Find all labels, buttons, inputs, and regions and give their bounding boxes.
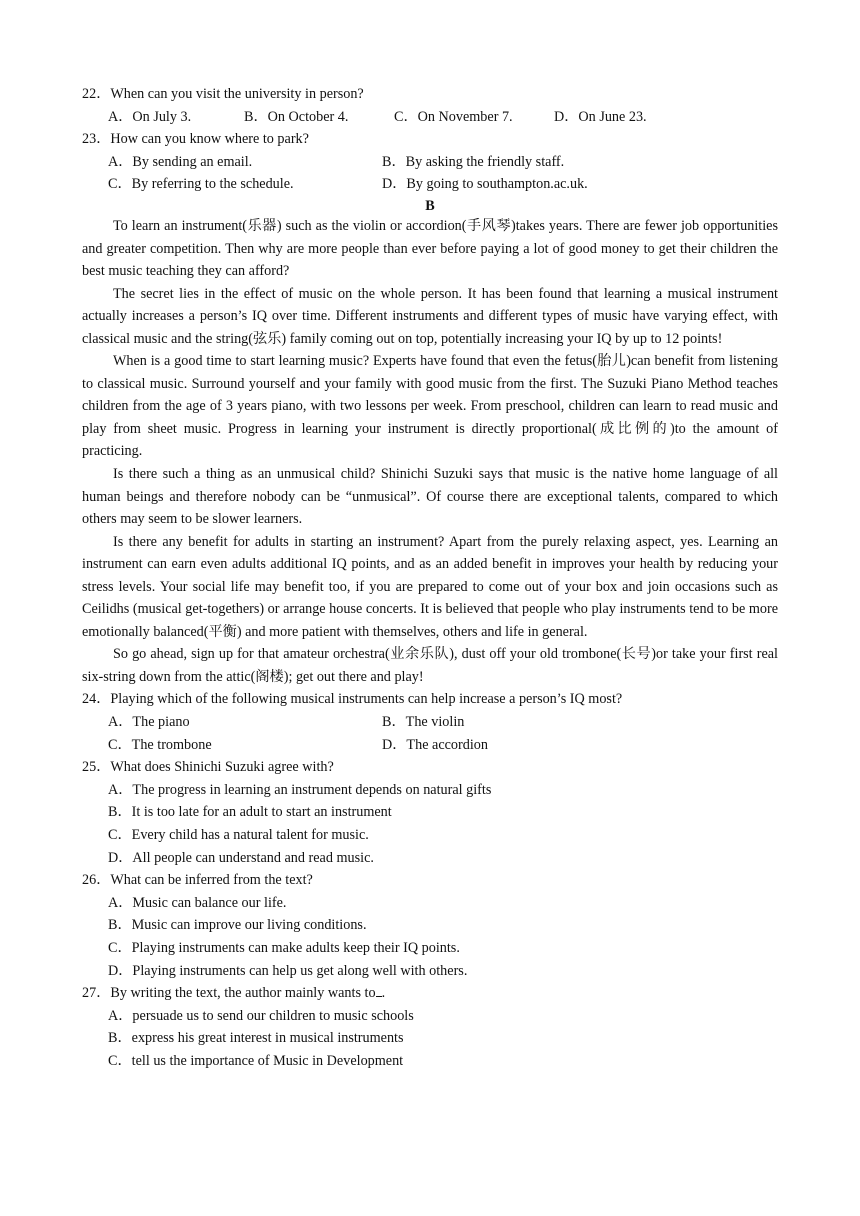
- question-22-options: [82, 106, 778, 129]
- passage-paragraph-6: So go ahead, sign up for that amateur orchestra(业余乐队), dust off your old trombone(长号)or take your first real six-string down from the attic(阁楼); get out there and play!: [82, 646, 778, 685]
- question-22-stem: 22．When can you visit the university in person?: [82, 86, 364, 102]
- question-25-stem: 25．What does Shinichi Suzuki agree with?: [82, 759, 334, 776]
- question-23-stem: 23．How can you know where to park?: [82, 131, 309, 148]
- option-25-a: A．The progress in learning an instrument depends on natural gifts: [108, 781, 492, 798]
- option-27-b: B．express his great interest in musical instruments: [108, 1030, 404, 1047]
- question-24-stem: 24．Playing which of the following musical instruments can help increase a person’s IQ most?: [82, 691, 623, 708]
- question-27-stem: 27．By writing the text, the author mainly wants to: [82, 985, 376, 1002]
- passage-paragraph-5: Is there any benefit for adults in starting an instrument? Apart from the purely relaxing aspect, yes. Learning an instrument can earn even adults additional IQ points, and as an added benefit in improves your health by reducing your stress levels. Your social life may benefit too, if you are prepared to come out of your box and join occasions such as Ceilidhs (musical get-togethers) or arrange house concerts. It is believed that people who play instruments tend to be more emotionally balanced(平衡) and more patient with themselves, others and life in general.: [82, 533, 778, 640]
- question-24-options-row2: [82, 734, 778, 757]
- passage-paragraph-1: To learn an instrument(乐器) such as the violin or accordion(手风琴)takes years. There are fewer job opportunities and greater competition. Then why are more people than ever before paying a lot of good money to get their children the best music teaching they can afford?: [82, 217, 778, 280]
- option-27-a: A．persuade us to send our children to music schools: [108, 1007, 414, 1024]
- option-25-c: C．Every child has a natural talent for music.: [108, 827, 369, 844]
- question-23-options-row1: [82, 151, 778, 174]
- option-26-c: C．Playing instruments can make adults keep their IQ points.: [108, 939, 460, 956]
- section-b-title: B: [425, 197, 435, 214]
- option-26-d: D．Playing instruments can help us get along well with others.: [108, 962, 468, 979]
- option-26-b: B．Music can improve our living conditions.: [108, 917, 367, 934]
- option-25-d: D．All people can understand and read music.: [108, 849, 374, 866]
- option-26-a: A．Music can balance our life.: [108, 894, 287, 911]
- option-23-d: D．By going to southampton.ac.uk.: [382, 176, 588, 193]
- question-27-stem-end: .: [381, 985, 386, 1002]
- question-26-stem: 26．What can be inferred from the text?: [82, 872, 313, 889]
- option-22-c: C．On November 7.: [394, 108, 513, 125]
- question-24-options-row1: [82, 711, 778, 734]
- option-24-b: B．The violin: [382, 714, 465, 731]
- question-23-options-row2: [82, 173, 778, 196]
- passage-paragraph-3: When is a good time to start learning music? Experts have found that even the fetus(胎儿)can benefit from listening to classical music. Surround yourself and your family with good music from the first. The Suzuki Piano Method teaches children from the age of 3 years piano, with two lessons per week. From preschool, children can learn to read music and play from sheet music. Progress in learning your instrument is directly proportional(成比例的)to the amount of practicing.: [82, 353, 778, 460]
- exam-page: [82, 83, 778, 1073]
- option-22-b: B．On October 4.: [244, 108, 349, 125]
- question-27-line: [82, 982, 778, 1005]
- passage-paragraph-4: Is there such a thing as an unmusical child? Shinichi Suzuki says that music is the native home language of all human beings and therefore nobody can be “unmusical”. Of course there are exceptional talents, compared to which others may seem to be slower learners.: [82, 465, 778, 528]
- option-22-d: D．On June 23.: [554, 108, 647, 125]
- option-23-b: B．By asking the friendly staff.: [382, 153, 565, 170]
- option-25-b: B．It is too late for an adult to start an instrument: [108, 804, 392, 821]
- option-23-c: C．By referring to the schedule.: [108, 176, 294, 193]
- option-24-d: D．The accordion: [382, 736, 488, 753]
- passage-paragraph-2: The secret lies in the effect of music on the whole person. It has been found that learning a musical instrument actually increases a person’s IQ over time. Different instruments and different types of music have varying effect, with classical music and the string(弦乐) family coming out on top, potentially increasing your IQ by up to 12 points!: [82, 285, 778, 347]
- option-24-c: C．The trombone: [108, 736, 212, 753]
- option-22-a: A．On July 3.: [108, 108, 192, 125]
- option-24-a: A．The piano: [108, 714, 190, 731]
- option-27-c: C．tell us the importance of Music in Development: [108, 1052, 404, 1069]
- option-23-a: A．By sending an email.: [108, 153, 253, 170]
